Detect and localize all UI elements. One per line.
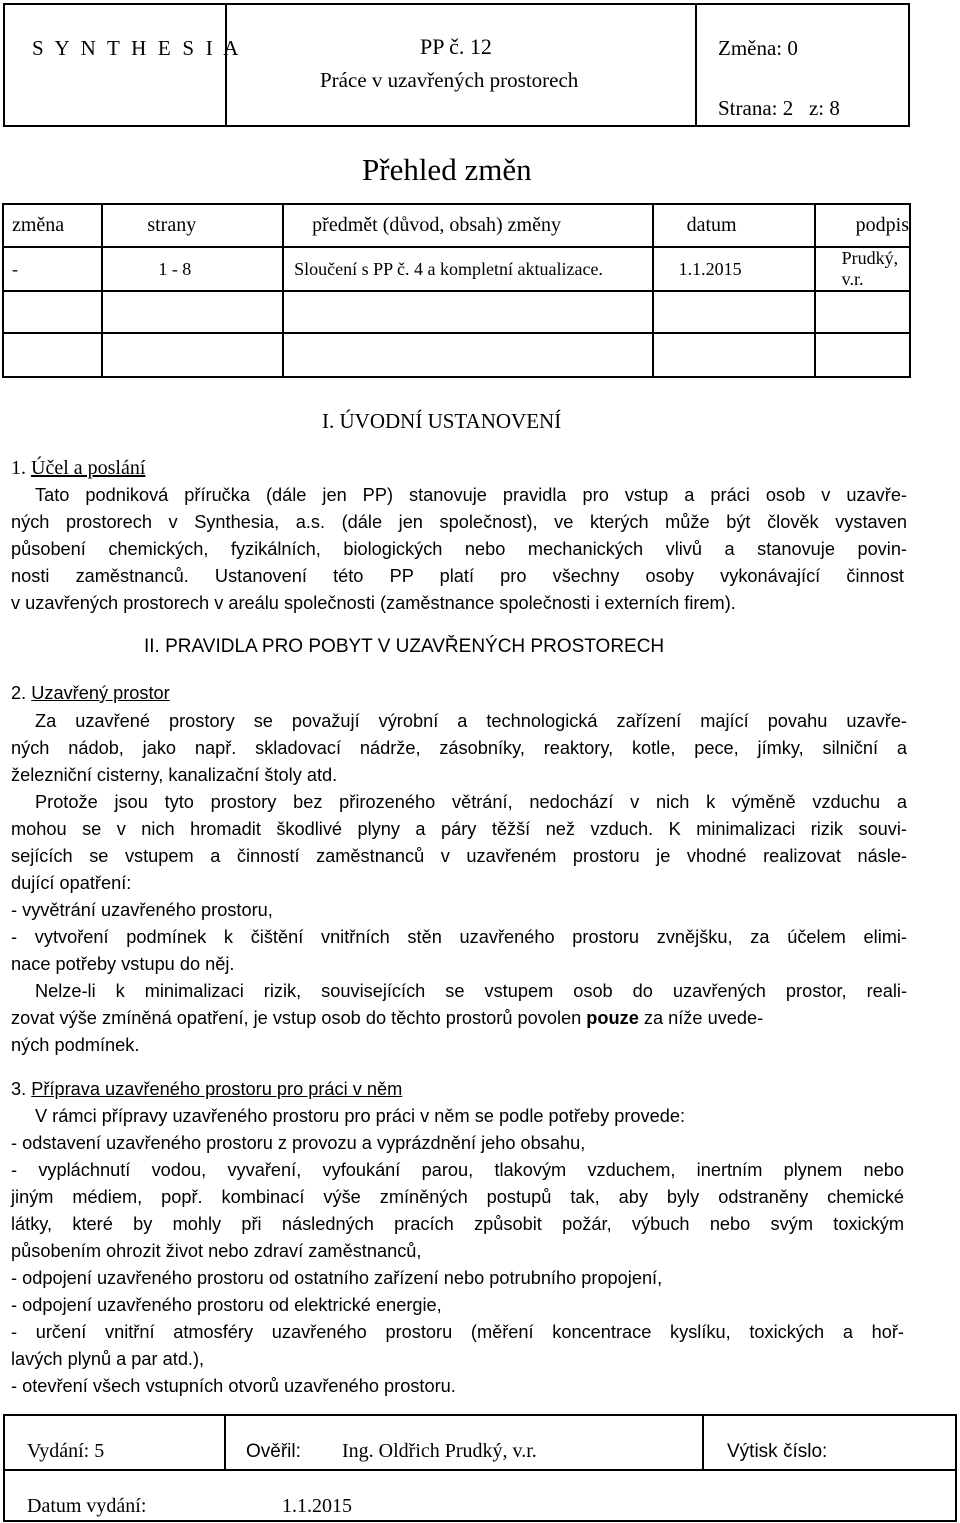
emphasis-text: pouze bbox=[586, 1008, 639, 1028]
footer-divider bbox=[224, 1414, 226, 1470]
paragraph-line: V rámci přípravy uzavřeného prostoru pro práci v něm se podle potřeby provede: bbox=[35, 1106, 686, 1126]
paragraph-line: - určení vnitřní atmosféry uzavřeného prostoru (měření koncentrace kyslíku, toxických a hoř- bbox=[11, 1322, 904, 1342]
table-cell: 1 - 8 bbox=[102, 247, 283, 291]
paragraph-line: - otevření všech vstupních otvorů uzavřeného prostoru. bbox=[11, 1376, 456, 1396]
paragraph-text: zovat výše zmíněná opatření, je vstup osob do těchto prostorů povolen bbox=[11, 1008, 582, 1028]
table-row bbox=[3, 247, 910, 291]
paragraph-line: - vyvětrání uzavřeného prostoru, bbox=[11, 900, 273, 920]
table-cell bbox=[283, 291, 652, 333]
paragraph-line bbox=[11, 1008, 763, 1029]
paragraph-line: železniční cisterny, kanalizační štoly atd. bbox=[11, 765, 338, 785]
paragraph-line: - vytvoření podmínek k čištění vnitřních stěn uzavřeného prostoru zvnějšku, za účelem elimi- bbox=[11, 927, 907, 947]
table-cell: 1.1.2015 bbox=[653, 247, 815, 291]
column-header: změna bbox=[3, 204, 102, 247]
change-number: Změna: 0 bbox=[718, 36, 798, 60]
footer-divider bbox=[702, 1414, 704, 1470]
issue-date-label: Datum vydání: bbox=[27, 1495, 147, 1517]
table-cell bbox=[815, 291, 910, 333]
paragraph-line: ných prostorech v Synthesia, a.s. (dále jen společnost), ve kterých může být člověk vystaven bbox=[11, 512, 907, 532]
item-heading bbox=[11, 1079, 402, 1100]
paragraph-line: látky, které by mohly při následných pracích způsobit požár, výbuch nebo svým toxickým bbox=[11, 1214, 904, 1234]
paragraph-line: dující opatření: bbox=[11, 873, 132, 893]
paragraph-line: Protože jsou tyto prostory bez přirozeného větrání, nedochází v nich k výměně vzduchu a bbox=[35, 792, 907, 812]
table-cell bbox=[3, 291, 102, 333]
table-cell: Sloučení s PP č. 4 a kompletní aktualizace. bbox=[283, 247, 652, 291]
table-cell bbox=[653, 333, 815, 377]
table-cell bbox=[3, 333, 102, 377]
paragraph-line: jiným médiem, popř. kombinací výše zmíněných postupů tak, aby byly odstraněny chemické bbox=[11, 1187, 904, 1207]
column-header: předmět (důvod, obsah) změny bbox=[283, 204, 652, 247]
paragraph-line: lavých plynů a par atd.), bbox=[11, 1349, 205, 1369]
item-title: Účel a poslání bbox=[31, 457, 146, 479]
paragraph-text: za níže uvede- bbox=[638, 1008, 764, 1028]
paragraph-line: - vypláchnutí vodou, vyvaření, vyfoukání parou, tlakovým vzduchem, inertním plynem nebo bbox=[11, 1160, 904, 1180]
item-number: 1. bbox=[11, 457, 31, 479]
copy-number-label: Výtisk číslo: bbox=[727, 1441, 828, 1462]
paragraph-line: působením ohrozit život nebo zdraví zaměstnanců, bbox=[11, 1241, 422, 1261]
header-divider bbox=[695, 3, 697, 127]
item-heading bbox=[11, 457, 145, 480]
table-cell: - bbox=[3, 247, 102, 291]
paragraph-line: v uzavřených prostorech v areálu společnosti (zaměstnance společnosti i externích firem). bbox=[11, 593, 736, 613]
changes-title: Přehled změn bbox=[362, 152, 532, 187]
table-header-row bbox=[3, 204, 910, 247]
paragraph-line: Nelze-li k minimalizaci rizik, souvisejících se vstupem osob do uzavřených prostor, reali- bbox=[35, 981, 907, 1001]
table-cell: Prudký, v.r. bbox=[815, 247, 910, 291]
edition: Vydání: 5 bbox=[27, 1440, 105, 1462]
table-cell bbox=[653, 291, 815, 333]
document-title: Práce v uzavřených prostorech bbox=[320, 68, 579, 92]
column-header: datum bbox=[653, 204, 815, 247]
paragraph-line: - odpojení uzavřeného prostoru od elektrické energie, bbox=[11, 1295, 442, 1315]
paragraph-line: nosti zaměstnanců. Ustanovení této PP platí pro všechny osoby vykonávající činnost bbox=[11, 566, 904, 586]
table-cell bbox=[102, 333, 283, 377]
verified-label: Ověřil: bbox=[246, 1441, 301, 1462]
section-heading: I. ÚVODNÍ USTANOVENÍ bbox=[322, 409, 562, 433]
column-header: strany bbox=[102, 204, 283, 247]
paragraph-line: Za uzavřené prostory se považují výrobní a technologická zařízení mající povahu uzavře- bbox=[35, 711, 907, 731]
item-heading bbox=[11, 683, 170, 704]
table-cell bbox=[815, 333, 910, 377]
section-heading: II. PRAVIDLA PRO POBYT V UZAVŘENÝCH PROSTORECH bbox=[144, 636, 665, 657]
paragraph-line: ných podmínek. bbox=[11, 1035, 140, 1055]
paragraph-line: - odstavení uzavřeného prostoru z provozu a vyprázdnění jeho obsahu, bbox=[11, 1133, 586, 1153]
document-code: PP č. 12 bbox=[420, 34, 492, 59]
table-cell bbox=[102, 291, 283, 333]
column-header: podpis bbox=[815, 204, 910, 247]
table-row bbox=[3, 333, 910, 377]
paragraph-line: mohou se v nich hromadit škodlivé plyny a páry těžší než vzduch. K minimalizaci rizik souvi- bbox=[11, 819, 907, 839]
verified-name: Ing. Oldřich Prudký, v.r. bbox=[342, 1440, 537, 1462]
table-row bbox=[3, 291, 910, 333]
item-number: 2. bbox=[11, 683, 32, 703]
issue-date: 1.1.2015 bbox=[282, 1495, 352, 1517]
paragraph-line: působení chemických, fyzikálních, biologických nebo mechanických vlivů a stanovuje povin- bbox=[11, 539, 907, 559]
footer-divider bbox=[3, 1469, 957, 1471]
changes-table bbox=[2, 203, 911, 378]
item-title: Uzavřený prostor bbox=[31, 683, 170, 703]
header-divider bbox=[225, 3, 227, 127]
table-cell bbox=[283, 333, 652, 377]
company-name: S Y N T H E S I A bbox=[32, 36, 242, 60]
paragraph-line: Tato podniková příručka (dále jen PP) stanovuje pravidla pro vstup a práci osob v uzavře- bbox=[35, 485, 907, 505]
paragraph-line: - odpojení uzavřeného prostoru od ostatního zařízení nebo potrubního propojení, bbox=[11, 1268, 663, 1288]
paragraph-line: sejících se vstupem a činností zaměstnanců v uzavřeném prostoru je vhodné realizovat násle- bbox=[11, 846, 907, 866]
item-number: 3. bbox=[11, 1079, 32, 1099]
paragraph-line: ných nádob, jako např. skladovací nádrže, zásobníky, reaktory, kotle, pece, jímky, silniční a bbox=[11, 738, 907, 758]
page-number: Strana: 2 z: 8 bbox=[718, 96, 840, 120]
item-title: Příprava uzavřeného prostoru pro práci v něm bbox=[31, 1079, 403, 1099]
paragraph-line: nace potřeby vstupu do něj. bbox=[11, 954, 235, 974]
